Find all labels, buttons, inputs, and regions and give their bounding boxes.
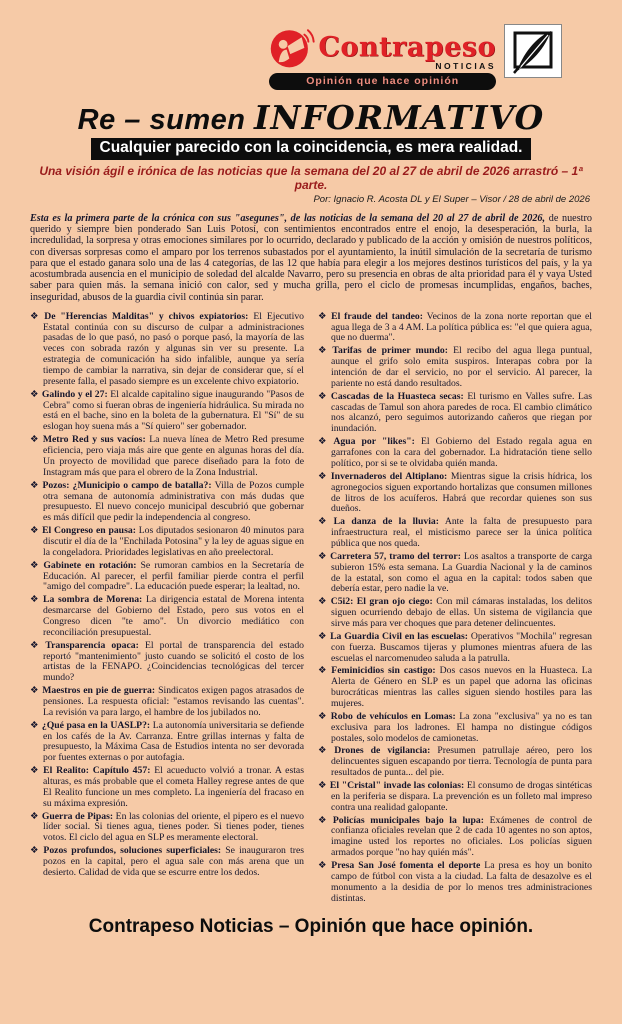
news-item	[30, 812, 304, 845]
news-item-body: El portal de transparencia del estado reportó "mantenimiento" justo cuando se solicitó el costo de los artistas de la FENAPO. ¿Coincidencias tecnológicas del tercer mundo?	[43, 639, 305, 684]
diamond-bullet-icon: ❖	[318, 550, 328, 562]
news-item-title: El Realito: Capítulo 457:	[43, 765, 151, 777]
news-item	[30, 561, 304, 594]
intro-lead: Esta es la primera parte de la crónica con sus "asegunes", de las noticias de la semana del 20 al 27 de abril de 2026,	[30, 213, 546, 224]
news-item-title: El Congreso en pausa:	[42, 525, 136, 537]
news-item	[318, 552, 592, 595]
news-item	[30, 481, 304, 524]
news-item	[318, 597, 592, 630]
news-item	[30, 846, 304, 879]
masthead	[30, 24, 592, 90]
news-item	[318, 392, 592, 435]
page-title	[30, 98, 592, 137]
news-item-title: De "Herencias Malditas" y chivos expiatorios:	[44, 310, 249, 322]
news-item	[318, 781, 592, 814]
news-item-title: Gabinete en rotación:	[43, 559, 137, 571]
news-item-title: Drones de vigilancia:	[334, 745, 431, 757]
news-item-title: Presa San José fomenta el deporte	[331, 860, 481, 871]
news-item-body: El consumo de drogas sintéticas en la periferia se dispara. La prevención es un folleto mal impreso contra una realidad galopante.	[331, 779, 593, 813]
logo-block	[269, 24, 496, 90]
diamond-bullet-icon: ❖	[318, 390, 328, 402]
news-item-body: El acueducto volvió a tronar. A estas alturas, es más probable que el cometa Halley regrese antes de que El Realito funcione un mes completo. La ingeniería del fracaso en su máxima expresión.	[43, 765, 305, 809]
news-item-title: Pozos profundos, soluciones superficiales:	[43, 845, 222, 857]
diamond-bullet-icon: ❖	[318, 860, 329, 871]
news-item-title: Guerra de Pipas:	[41, 810, 114, 822]
megaphone-person-icon	[269, 24, 315, 70]
news-column-left	[30, 312, 304, 907]
news-item-title: Tarifas de primer mundo:	[332, 345, 448, 357]
banner-row	[30, 138, 592, 160]
news-item-body: Con mil cámaras instaladas, los delitos siguen ocurriendo debajo de ellas. Un sistema de vigilancia que sirve más para ver choques que para detener delincuentes.	[331, 596, 593, 629]
news-item-title: ¿Qué pasa en la UASLP?:	[41, 719, 151, 731]
diamond-bullet-icon: ❖	[30, 594, 40, 606]
news-item	[30, 721, 304, 764]
news-item	[318, 312, 592, 345]
diamond-bullet-icon: ❖	[30, 559, 41, 571]
news-item	[30, 641, 304, 684]
disclaimer-banner: Cualquier parecido con la coincidencia, es mera realidad.	[91, 138, 532, 160]
news-item-body: Se rumoran cambios en la Secretaría de Educación. Al parecer, el perfil familiar pierde contra el perfil "amigo del compadre". La educación puede esperar; la lealtad, no.	[43, 559, 304, 593]
diamond-bullet-icon: ❖	[318, 814, 330, 826]
diamond-bullet-icon: ❖	[318, 745, 332, 757]
news-item-body: El recibo del agua llega puntual, aunque el grifo solo emita suspiros. Interapas cobra por la intención de dar el servicio, no por el servicio. Al parecer, la pariente no está dando resultados.	[331, 345, 593, 389]
news-item-body: La dirigencia estatal de Morena intenta desmarcarse del Gobierno del Estado, pero sus votos en el Congreso dicen "te amo". Un divorcio mediático con reconciliación presupuestal.	[43, 594, 305, 638]
news-item-title: Agua por "likes":	[333, 436, 415, 448]
diamond-bullet-icon: ❖	[318, 470, 328, 482]
edition-subtitle: Una visión ágil e irónica de las noticias que la semana del 20 al 27 de abril de 2026 arrastró – 1ª parte.	[39, 164, 583, 192]
news-item	[30, 312, 304, 388]
news-item-body: La zona "exclusiva" ya no es tan exclusiva para los ladrones. El hampa no distingue códigos postales, solo modelos de camionetas.	[331, 710, 593, 744]
news-item-body: En las colonias del oriente, el pipero es el nuevo líder social. Si tienes agua, tienes poder. Si tienes poder, tienes votos. El ciclo del agua en SLP es meramente electoral.	[43, 810, 305, 844]
news-item-body: El Ejecutivo Estatal continúa con su discurso de culpar a administraciones pasadas de lo que pasó, no pasó o porque pasó, la mayoría de las veces con sobrada razón y algunas sin ver su presente. La estrategia de comunicación ha sido infalible, aunque ya sería tiempo de cambiar la narrativa, sin dejar de considerar que, sí el presente falla, el pasado siempre es un excelente chivo expiatorio.	[43, 310, 305, 387]
news-item	[318, 666, 592, 709]
news-item	[30, 435, 304, 478]
news-item-title: El "Cristal" invade las colonias:	[329, 779, 465, 791]
news-item	[318, 437, 592, 470]
logo-top-row	[269, 24, 496, 70]
byline: Por: Ignacio R. Acosta DL y El Super – Visor / 28 de abril de 2026	[313, 194, 590, 205]
news-item	[318, 517, 592, 550]
news-item-title: Cascadas de la Huasteca secas:	[330, 390, 464, 402]
news-item-body: Villa de Pozos cumple otra semana de autonomía administrativa con más dudas que presupuesto. El nuevo concejo municipal descubrió que gobernar es más difícil que pedir la independencia al congreso.	[43, 479, 305, 524]
news-item-title: La sombra de Morena:	[43, 594, 143, 606]
news-item-title: Transparencia opaca:	[45, 639, 139, 651]
news-item-title: Maestros en pie de guerra:	[42, 685, 156, 697]
brand-name: Contrapeso	[318, 31, 496, 63]
news-item-body: Presumen patrullaje aéreo, pero los delincuentes siguen escapando por tierra. Tecnología de punta para resultados de punta... del pie.	[331, 745, 592, 779]
diamond-bullet-icon: ❖	[30, 810, 39, 822]
diamond-bullet-icon: ❖	[30, 525, 40, 537]
diamond-bullet-icon: ❖	[318, 310, 329, 322]
news-item	[30, 526, 304, 559]
news-item-title: Policías municipales bajo la lupa:	[332, 814, 484, 826]
intro-rest: de nuestro querido y siempre bien ponderado San Luis Potosí, con sentimientos encontrados entre el enojo, la desesperación, la burla, la incredulidad, la sorpresa y otras emociones similares por lo ocurrido, declarado y publicado de la acción y omisión de nuestros políticos, con diversas sorpresas como el amparo por los terrenos subastados por el ayuntamiento, la inútil simulación de la secretaría de turismo para que el estado ganara solo una de las 4 categorías, de las 12 que había para elegir a los mejores destinos turísticos del país, y la ya acostumbrada ausencia en el municipio de soledad del alcalde Navarro, pero su presencia en obras de alta prioridad para él y vaya Usted saber para quien más. la semana inició con calor, sed y mucha grilla, pero el ciclo de promesas incumplidas, engaños, baches, inseguridad, abusos de la guardia civil continúa sin parar.	[30, 213, 592, 303]
news-item-body: Los diputados sesionaron 40 minutos para discutir el día de la "Enchilada Potosina" y la ley de aguas sigue en la congeladora. Prioridades legislativas en año preelectoral.	[43, 525, 304, 558]
news-item-body: El Gobierno del Estado regala agua en garrafones con la cara del gobernador. La hidratación tiene sello político, por si se te olvidaba quién manda.	[331, 436, 593, 469]
news-item	[318, 346, 592, 389]
footer-slogan: Contrapeso Noticias – Opinión que hace opinión.	[88, 916, 534, 938]
news-item-body: Vecinos de la zona norte reportan que el agua llega de 3 a 4 AM. La política pública es: "el que quiera agua, que no duerma".	[331, 310, 593, 344]
diamond-bullet-icon: ❖	[318, 345, 330, 357]
intro-paragraph	[30, 213, 592, 303]
diamond-bullet-icon: ❖	[318, 665, 329, 677]
news-item-title: La Guardia Civil en las escuelas:	[330, 630, 469, 642]
news-item-body: Sindicatos exigen pagos atrasados de pensiones. La respuesta oficial: "estamos revisando las cuentas". La revisión va para largo, el hambre de los jubilados no.	[43, 685, 305, 718]
news-item-body: Se inauguraron tres pozos en la capital, pero el agua sale con más arena que un desierto. Calidad de vida que se escurre entre los dedos.	[43, 845, 305, 878]
news-item-title: Galindo y el 27:	[41, 388, 108, 400]
news-column-right	[318, 312, 592, 907]
diamond-bullet-icon: ❖	[30, 719, 39, 731]
news-item-title: Robo de vehículos en Lomas:	[330, 710, 456, 722]
diamond-bullet-icon: ❖	[30, 479, 40, 491]
news-item-title: Pozos: ¿Municipio o campo de batalla?:	[42, 479, 212, 491]
diamond-bullet-icon: ❖	[30, 434, 40, 446]
news-item-body: Ante la falta de presupuesto para infraestructura real, el misticismo parece ser la única política pública que nos queda.	[331, 516, 592, 549]
news-item	[318, 816, 592, 859]
news-item-body: Operativos "Mochila" regresan con fuerza. Buscamos tijeras y plumones mientras afuera de las escuelas el narcomenudeo saluda a la patrulla.	[331, 630, 593, 664]
diamond-bullet-icon: ❖	[318, 436, 331, 448]
diamond-bullet-icon: ❖	[30, 639, 43, 651]
news-item-body: El alcalde capitalino sigue inaugurando "Pasos de Cebra" como si fueran obras de ingeniería hidráulica. Su mirada no está en el bache, sino en la boleta de la gubernatura. El "Sí" de su eslogan hoy suena más a "Sí quiero" ser gobernador.	[43, 388, 304, 433]
news-item	[30, 686, 304, 719]
news-columns	[30, 312, 592, 907]
brand-stack	[318, 31, 496, 71]
news-item-body: La autonomía universitaria se defiende en los cafés de la Av. Carranza. Entre grillas internas y falta de presupuesto, la Máxima Casa de Estudios intenta no ser devorada por fuentes externas o por autofagia.	[43, 719, 305, 764]
news-item-body: Exámenes de control de confianza oficiales revelan que 2 de cada 10 agentes no son aptos, imagine usted los reportes no oficiales. Los policías siguen armados porque "no hay quién más".	[331, 814, 593, 859]
news-item-title: Carretera 57, tramo del terror:	[330, 550, 461, 562]
news-item-title: El fraude del tandeo:	[331, 310, 423, 322]
diamond-bullet-icon: ❖	[318, 516, 331, 528]
news-item	[318, 746, 592, 779]
diamond-bullet-icon: ❖	[318, 779, 327, 791]
diamond-bullet-icon: ❖	[318, 596, 328, 608]
news-item-title: Feminicidios sin castigo:	[331, 665, 436, 677]
news-item-title: Invernaderos del Altiplano:	[330, 470, 448, 482]
diamond-bullet-icon: ❖	[30, 845, 41, 857]
quill-feather-icon	[504, 24, 562, 78]
diamond-bullet-icon: ❖	[30, 685, 40, 697]
title-re-sumen: Re – sumen	[77, 104, 255, 136]
news-item	[30, 766, 304, 809]
news-item	[318, 632, 592, 665]
news-item-body: Mientras sigue la crisis hídrica, los agronegocios siguen exportando hortalizas que consumen millones de litros de los acuíferos. Habrá que recordar quienes son sus dueños.	[331, 470, 593, 515]
news-item	[318, 861, 592, 904]
news-item-body: El turismo en Valles sufre. Las cascadas de Tamul son ahora paredes de roca. El cambio climático nos alcanzó, pero seguimos autorizando cañeros que riegan por inundación.	[331, 390, 592, 435]
news-item-body: La nueva línea de Metro Red presume eficiencia, pero viaja más aire que gente en algunas horas del día. Un proyecto de movilidad que parece diseñado para la foto de Instagram más que para el obrero de la Zona Industrial.	[43, 434, 304, 478]
news-item	[30, 595, 304, 638]
news-item-title: C5i2: El gran ojo ciego:	[330, 596, 433, 608]
diamond-bullet-icon: ❖	[318, 710, 328, 722]
news-item	[30, 390, 304, 433]
news-item	[318, 472, 592, 515]
diamond-bullet-icon: ❖	[318, 630, 328, 642]
diamond-bullet-icon: ❖	[30, 388, 39, 400]
news-item-body: La presa es hoy un bonito campo de fútbol con vista a la ciudad. La falta de desazolve es el monumento a la desidia de por lo menos tres administraciones distintas.	[331, 860, 593, 904]
news-item-body: Los asaltos a transporte de carga subieron 15% esta semana. La Guardia Nacional y la de caminos de la estatal, son como el agua en la capital: todos saben que debería estar, pero nadie la ve.	[331, 550, 593, 595]
news-item	[318, 712, 592, 745]
diamond-bullet-icon: ❖	[30, 310, 42, 322]
brand-subtitle: NOTICIAS	[435, 60, 496, 71]
title-informativo: INFORMATIVO	[254, 98, 545, 137]
diamond-bullet-icon: ❖	[30, 765, 41, 777]
tagline-pill: Opinión que hace opinión	[269, 73, 496, 90]
news-item-title: La danza de la lluvia:	[333, 516, 439, 528]
news-item-body: Dos casos nuevos en la Huasteca. La Alerta de Género en SLP es un papel que adorna las oficinas burocráticas mientras las calles siguen siendo hostiles para las mujeres.	[331, 665, 593, 709]
news-item-title: Metro Red y sus vacíos:	[42, 434, 146, 446]
